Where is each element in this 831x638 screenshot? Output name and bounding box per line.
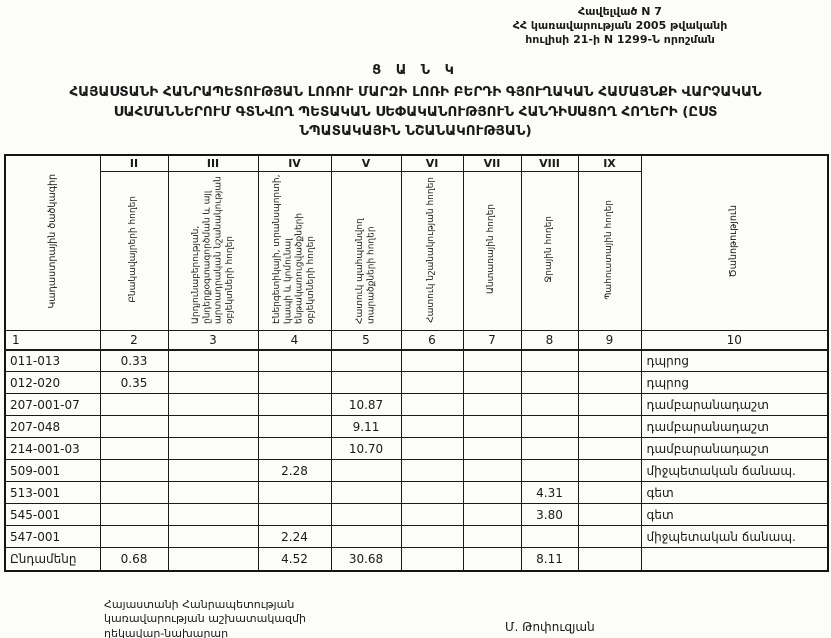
total-value-cell: [168, 548, 258, 571]
value-cell: [521, 394, 578, 416]
value-cell: [100, 438, 168, 460]
note-cell: դամբարանադաշտ: [641, 438, 828, 460]
value-cell: [168, 504, 258, 526]
value-cell: [100, 482, 168, 504]
table-row: [5, 526, 828, 548]
value-cell: [401, 460, 463, 482]
column-numeral: IV: [258, 155, 331, 172]
note-cell: միջպետական ճանապ.: [641, 526, 828, 548]
vertical-header-text: Բնակավայրերի հողեր: [128, 196, 139, 303]
value-cell: [401, 394, 463, 416]
issuer-line: Հայաստանի Հանրապետության: [104, 598, 295, 611]
column-header-water-lands: [521, 172, 578, 331]
note-cell: միջպետական ճանապ.: [641, 460, 828, 482]
value-cell: [168, 460, 258, 482]
value-cell: [578, 372, 641, 394]
value-cell: [100, 394, 168, 416]
value-cell: [258, 504, 331, 526]
value-cell: [331, 526, 401, 548]
value-cell: [258, 394, 331, 416]
title-line: ՆՊԱՏԱԿԱՅԻՆ ՆՇԱՆԱԿՈՒԹՅԱՆ): [299, 123, 532, 140]
column-numeral: VIII: [521, 155, 578, 172]
value-cell: [463, 416, 521, 438]
total-value-cell: [463, 548, 521, 571]
value-cell: [401, 526, 463, 548]
total-value-cell: 0.68: [100, 548, 168, 571]
value-cell: [258, 350, 331, 372]
column-number: 3: [168, 331, 258, 350]
note-cell: գետ: [641, 504, 828, 526]
table-row: [5, 416, 828, 438]
value-cell: 3.80: [521, 504, 578, 526]
column-header-reserve-lands: [578, 172, 641, 331]
value-cell: [168, 438, 258, 460]
value-cell: [463, 460, 521, 482]
column-number: 5: [331, 331, 401, 350]
note-cell: գետ: [641, 482, 828, 504]
cadastre-code-cell: 207-001-07: [5, 394, 100, 416]
note-cell: դպրոց: [641, 350, 828, 372]
cadastre-code-cell: 214-001-03: [5, 438, 100, 460]
value-cell: [521, 372, 578, 394]
total-row: [5, 548, 828, 571]
value-cell: [578, 394, 641, 416]
value-cell: [578, 504, 641, 526]
table-row: [5, 482, 828, 504]
value-cell: [168, 394, 258, 416]
cadastre-code-cell: 207-048: [5, 416, 100, 438]
annex-line: Հավելված N 7: [578, 5, 662, 18]
value-cell: [168, 482, 258, 504]
title-line: ՍԱՀՄԱՆՆԵՐՈՒՄ ԳՏՆՎՈՂ ՊԵՏԱԿԱՆ ՍԵՓԱԿԱՆՈՒԹՅՈՒՆ ՀԱՆԴԻՍԱՑՈՂ ՀՈՂԵՐԻ (ԸՍՏ: [113, 103, 718, 120]
value-cell: [401, 482, 463, 504]
total-label: Ընդամենը: [5, 548, 100, 571]
column-header-infrastructure-lands: [258, 172, 331, 331]
column-number-row: [5, 331, 828, 350]
issuer-block: [104, 598, 306, 638]
vertical-header-text: Արդյունաբերության, ընդերքօգտագործման և այլ արտադրական նշանակության օբյեկտների հողեր: [190, 176, 235, 325]
column-header-industrial-lands: [168, 172, 258, 331]
roman-numeral-row: [5, 155, 828, 172]
table-row: [5, 394, 828, 416]
column-number: 10: [641, 331, 828, 350]
title-line: ՀԱՅԱՍՏԱՆԻ ՀԱՆՐԱՊԵՏՈՒԹՅԱՆ ԼՈՌՈՒ ՄԱՐԶԻ ԼՈՌԻ ԲԵՐԴԻ ԳՅՈՒՂԱԿԱՆ ՀԱՄԱՅՆՔԻ ՎԱՐՉԱԿԱՆ: [69, 84, 762, 101]
column-numeral: II: [100, 155, 168, 172]
value-cell: [401, 438, 463, 460]
value-cell: [258, 416, 331, 438]
cadastre-code-cell: 012-020: [5, 372, 100, 394]
land-parcels-table: [4, 154, 829, 572]
issuer-line: ղեկավար-նախարար: [104, 626, 229, 638]
value-cell: 4.31: [521, 482, 578, 504]
value-cell: [258, 372, 331, 394]
value-cell: 2.28: [258, 460, 331, 482]
column-header-note: [641, 155, 828, 331]
value-cell: 10.87: [331, 394, 401, 416]
column-numeral: III: [168, 155, 258, 172]
value-cell: [463, 350, 521, 372]
value-cell: [463, 438, 521, 460]
vertical-header-text: Էներգետիկայի, տրանսպորտի, կապի և կոմունալ ենթակառուցվածքների օբյեկտների հողեր: [272, 174, 316, 325]
value-cell: [401, 416, 463, 438]
table-row: [5, 372, 828, 394]
table-row: [5, 504, 828, 526]
value-cell: 10.70: [331, 438, 401, 460]
column-numeral: V: [331, 155, 401, 172]
note-cell: դամբարանադաշտ: [641, 394, 828, 416]
annex-line: ՀՀ կառավարության 2005 թվականի: [512, 18, 728, 32]
column-number: 8: [521, 331, 578, 350]
value-cell: [331, 460, 401, 482]
value-cell: [100, 416, 168, 438]
column-header-forest-lands: [463, 172, 521, 331]
signature-name: Մ. Թոփուզյան: [505, 620, 595, 634]
value-cell: [578, 350, 641, 372]
total-value-cell: 4.52: [258, 548, 331, 571]
column-numeral: VII: [463, 155, 521, 172]
value-cell: [331, 350, 401, 372]
value-cell: [168, 372, 258, 394]
value-cell: [401, 372, 463, 394]
value-cell: 0.33: [100, 350, 168, 372]
annex-note: [455, 5, 785, 46]
value-cell: [578, 416, 641, 438]
value-cell: [258, 482, 331, 504]
column-numeral: VI: [401, 155, 463, 172]
value-cell: [331, 372, 401, 394]
cadastre-code-cell: 547-001: [5, 526, 100, 548]
value-cell: [401, 504, 463, 526]
note-cell: դպրոց: [641, 372, 828, 394]
value-cell: [331, 504, 401, 526]
vertical-header-text: Ծանոթություն: [728, 204, 740, 278]
value-cell: [521, 416, 578, 438]
note-cell: դամբարանադաշտ: [641, 416, 828, 438]
column-number: 1: [5, 331, 100, 350]
value-cell: [100, 504, 168, 526]
table-row: [5, 460, 828, 482]
value-cell: [463, 526, 521, 548]
table-row: [5, 350, 828, 372]
column-number: 9: [578, 331, 641, 350]
issuer-line: կառավարության աշխատակազմի: [104, 612, 306, 626]
value-cell: [578, 438, 641, 460]
column-header-residential-lands: [100, 172, 168, 331]
total-value-cell: [401, 548, 463, 571]
total-value-cell: 8.11: [521, 548, 578, 571]
column-number: 7: [463, 331, 521, 350]
vertical-header-text: Կադաստրային ծածկագիր: [46, 173, 58, 309]
value-cell: [331, 482, 401, 504]
cadastre-code-cell: 545-001: [5, 504, 100, 526]
value-cell: [463, 394, 521, 416]
cadastre-code-cell: 011-013: [5, 350, 100, 372]
vertical-header-text: Ջրային հողեր: [543, 216, 554, 283]
total-value-cell: 30.68: [331, 548, 401, 571]
value-cell: [521, 350, 578, 372]
vertical-header-text: Պահուստային հողեր: [603, 199, 614, 300]
total-value-cell: [578, 548, 641, 571]
total-note-cell: [641, 548, 828, 571]
value-cell: [578, 482, 641, 504]
value-cell: [168, 350, 258, 372]
list-heading: Ց Ա Ն Կ: [372, 63, 459, 79]
column-header-special-purpose-lands: [401, 172, 463, 331]
vertical-header-text: Հատուկ նշանակության հողեր: [426, 176, 437, 323]
column-header-cadastre-code: [5, 155, 100, 331]
value-cell: [521, 438, 578, 460]
value-cell: [401, 350, 463, 372]
vertical-header-text: Անտառային հողեր: [486, 204, 497, 295]
value-cell: [521, 460, 578, 482]
value-cell: [463, 482, 521, 504]
value-cell: [100, 526, 168, 548]
document-title: [6, 83, 826, 142]
cadastre-code-cell: 509-001: [5, 460, 100, 482]
column-number: 4: [258, 331, 331, 350]
table-row: [5, 438, 828, 460]
annex-line: հուլիսի 21-ի N 1299-Ն որոշման: [525, 32, 715, 46]
column-number: 6: [401, 331, 463, 350]
value-cell: 2.24: [258, 526, 331, 548]
value-cell: [168, 416, 258, 438]
column-number: 2: [100, 331, 168, 350]
value-cell: [463, 504, 521, 526]
column-numeral: IX: [578, 155, 641, 172]
value-cell: [258, 438, 331, 460]
value-cell: [521, 526, 578, 548]
column-header-protected-lands: [331, 172, 401, 331]
value-cell: [463, 372, 521, 394]
value-cell: 9.11: [331, 416, 401, 438]
value-cell: [168, 526, 258, 548]
value-cell: 0.35: [100, 372, 168, 394]
value-cell: [100, 460, 168, 482]
cadastre-code-cell: 513-001: [5, 482, 100, 504]
value-cell: [578, 460, 641, 482]
value-cell: [578, 526, 641, 548]
vertical-header-text: Հատուկ պահպանվող տարածքների հողեր: [354, 218, 376, 325]
